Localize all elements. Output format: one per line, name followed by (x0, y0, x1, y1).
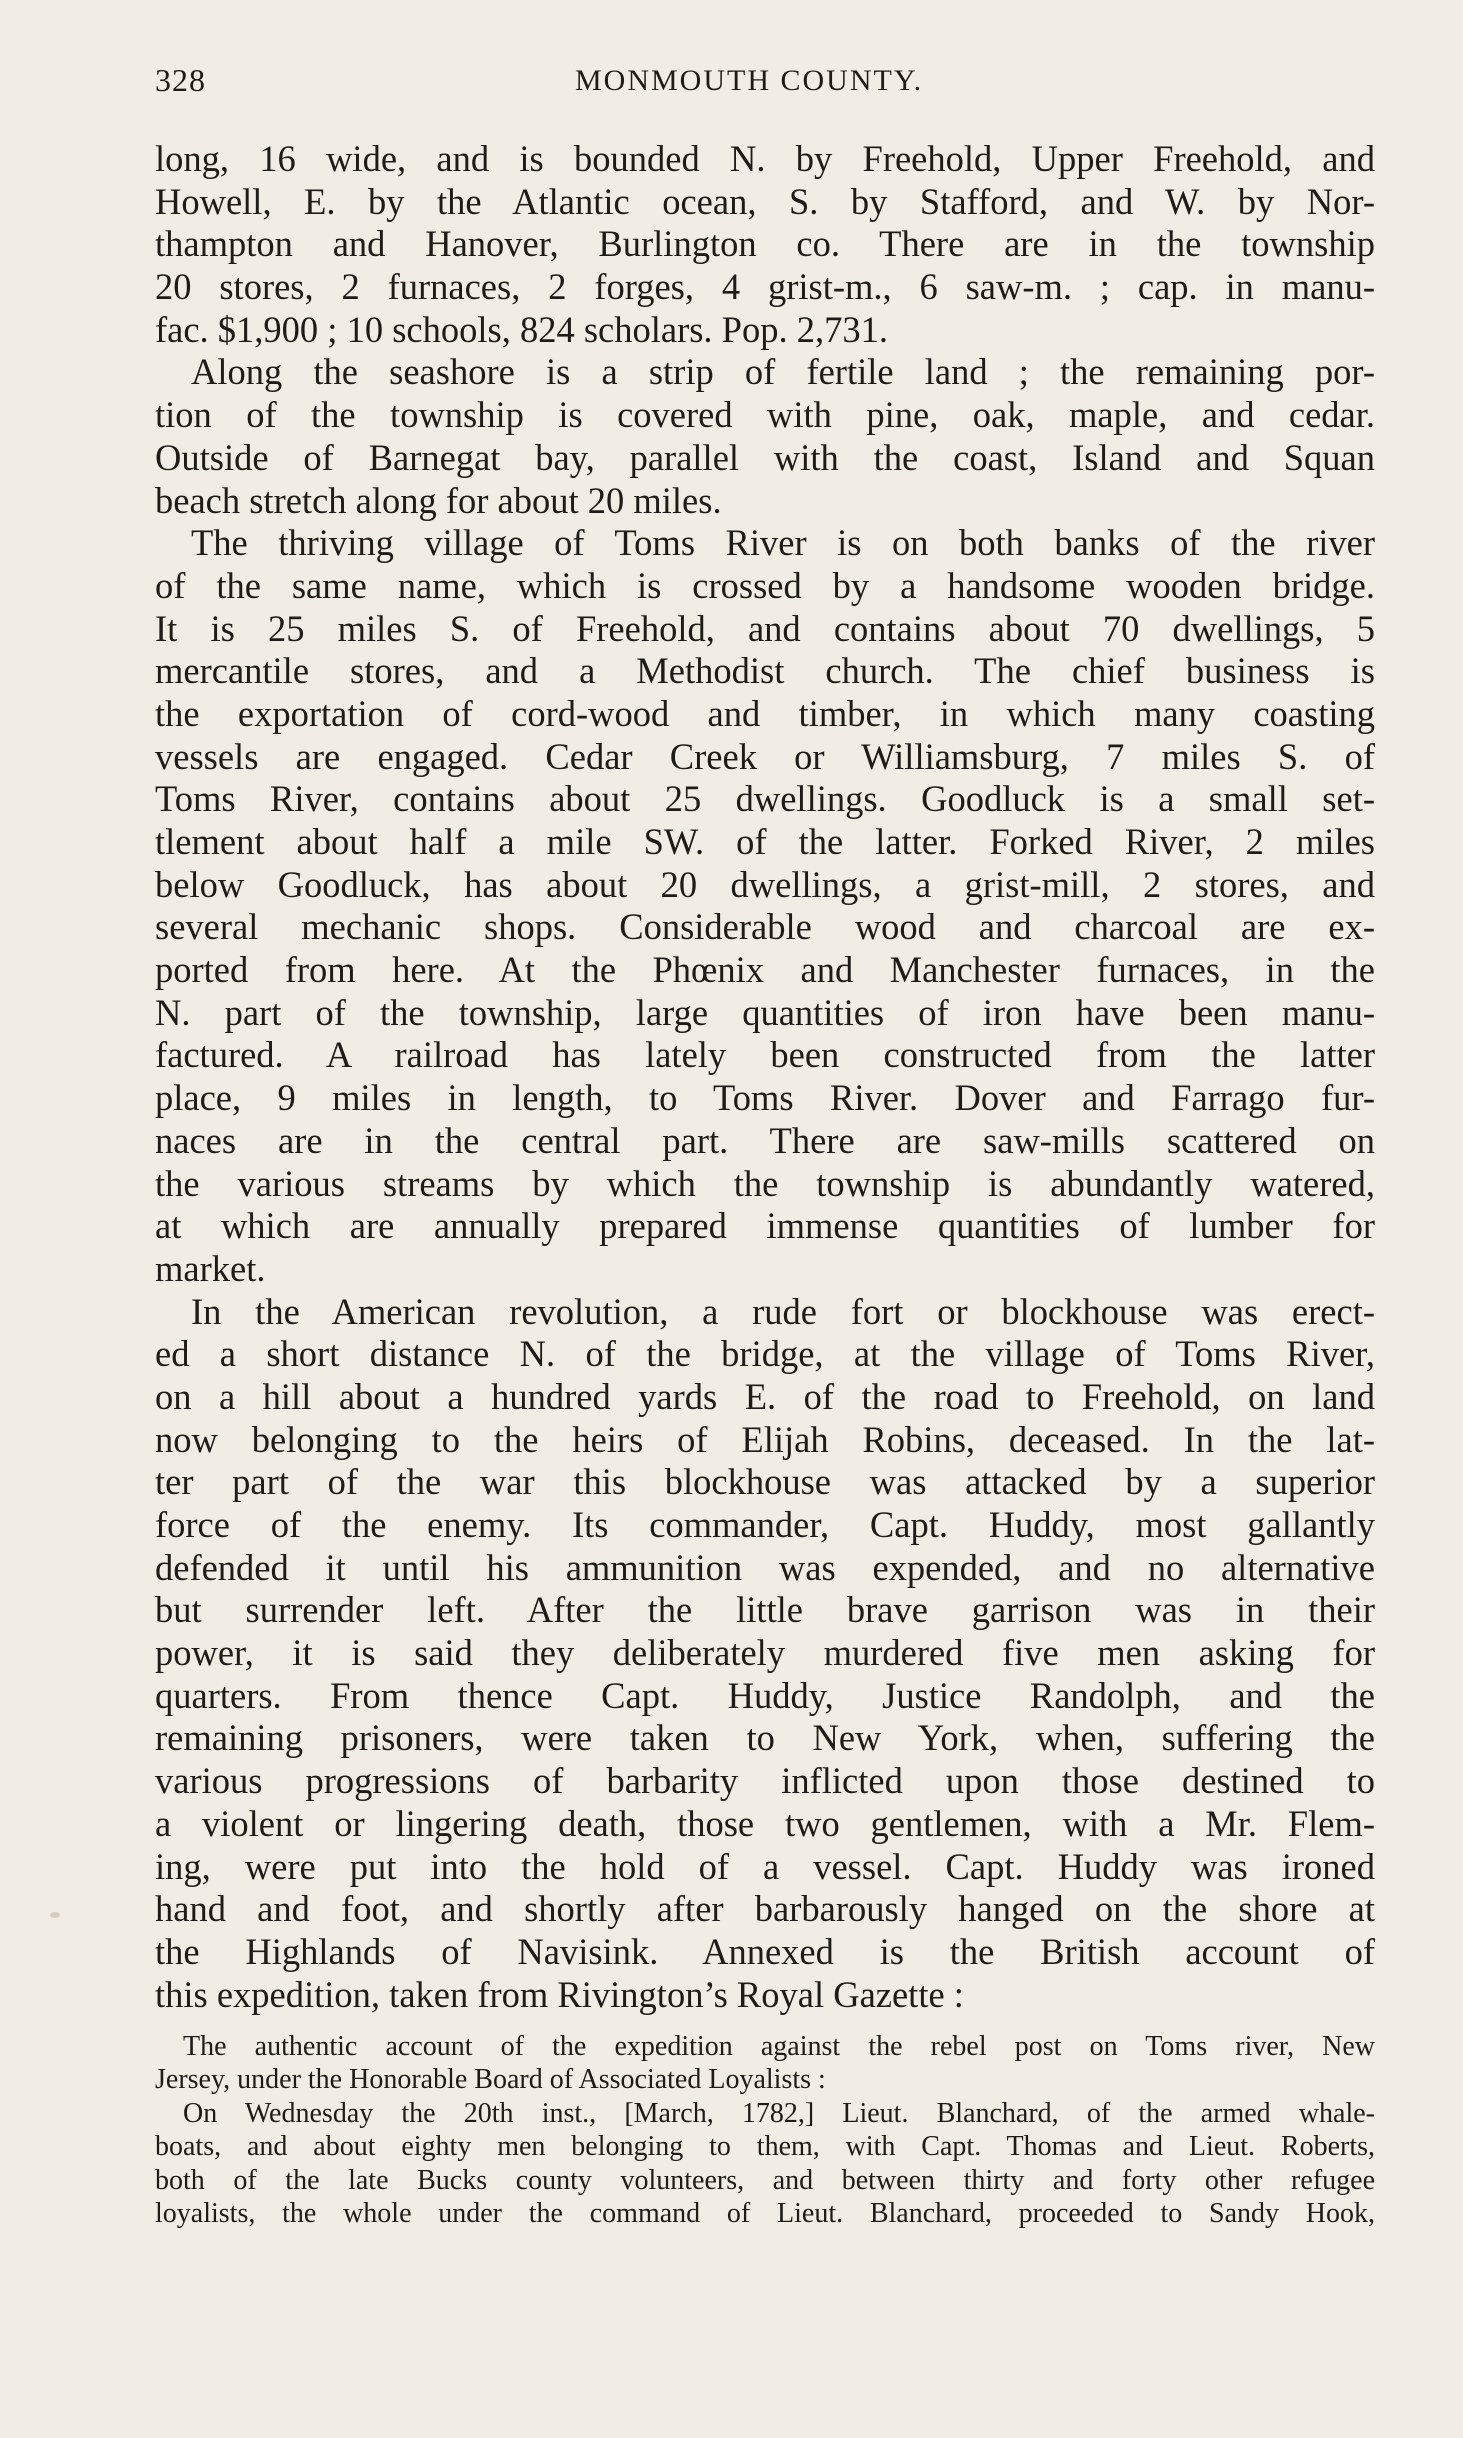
text-line: the Highlands of Navisink. Annexed is the British account of (155, 1930, 1375, 1972)
extract-line: boats, and about eighty men belonging to them, with Capt. Thomas and Lieut. Roberts, (155, 2131, 1375, 2163)
text-line: fac. $1,900 ; 10 schools, 824 scholars. Pop. 2,731. (155, 308, 888, 350)
text-line: now belonging to the heirs of Elijah Robins, deceased. In the lat- (155, 1418, 1375, 1460)
extract-line: The authentic account of the expedition against the rebel post on Toms river, New (183, 2031, 1375, 2062)
running-head (155, 62, 1375, 102)
text-line: place, 9 miles in length, to Toms River. Dover and Farrago fur- (155, 1077, 1375, 1119)
text-line: It is 25 miles S. of Freehold, and contains about 70 dwellings, 5 (155, 607, 1375, 649)
text-line: hand and foot, and shortly after barbarously hanged on the shore at (155, 1888, 1375, 1930)
text-line: 20 stores, 2 furnaces, 2 forges, 4 grist-m., 6 saw-m. ; cap. in manu- (155, 266, 1375, 308)
text-line: Outside of Barnegat bay, parallel with the coast, Island and Squan (155, 436, 1375, 478)
text-line: Along the seashore is a strip of fertile land ; the remaining por- (191, 351, 1375, 393)
text-line: beach stretch along for about 20 miles. (155, 479, 722, 521)
text-line: defended it until his ammunition was expended, and no alternative (155, 1546, 1375, 1588)
text-line: quarters. From thence Capt. Huddy, Justice Randolph, and the (155, 1674, 1375, 1716)
text-line: ter part of the war this blockhouse was attacked by a superior (155, 1461, 1375, 1503)
text-line: the various streams by which the township is abundantly watered, (155, 1162, 1375, 1204)
extract-line: Jersey, under the Honorable Board of Associated Loyalists : (155, 2064, 826, 2096)
text-line: thampton and Hanover, Burlington co. There are in the township (155, 223, 1375, 265)
text-line: various progressions of barbarity inflicted upon those destined to (155, 1760, 1375, 1802)
text-line: In the American revolution, a rude fort or blockhouse was erect- (191, 1290, 1375, 1332)
text-line: The thriving village of Toms River is on both banks of the river (191, 522, 1375, 564)
text-line: below Goodluck, has about 20 dwellings, a grist-mill, 2 stores, and (155, 863, 1375, 905)
extract-line: loyalists, the whole under the command of Lieut. Blanchard, proceeded to Sandy Hook, (155, 2197, 1375, 2229)
text-line: ing, were put into the hold of a vessel. Capt. Huddy was ironed (155, 1845, 1375, 1887)
text-line: N. part of the township, large quantities of iron have been manu- (155, 991, 1375, 1033)
text-line: several mechanic shops. Considerable wood and charcoal are ex- (155, 906, 1375, 948)
text-line: this expedition, taken from Rivington’s Royal Gazette : (155, 1973, 964, 2015)
quoted-extract (155, 2030, 1375, 2230)
text-line: Howell, E. by the Atlantic ocean, S. by Stafford, and W. by Nor- (155, 180, 1375, 222)
text-line: Toms River, contains about 25 dwellings. Goodluck is a small set- (155, 778, 1375, 820)
text-line: mercantile stores, and a Methodist church. The chief business is (155, 650, 1375, 692)
text-line: at which are annually prepared immense quantities of lumber for (155, 1205, 1375, 1247)
text-line: tlement about half a mile SW. of the latter. Forked River, 2 miles (155, 821, 1375, 862)
text-line: a violent or lingering death, those two gentlemen, with a Mr. Flem- (155, 1802, 1375, 1844)
text-line: power, it is said they deliberately murdered five men asking for (155, 1632, 1375, 1674)
text-line: on a hill about a hundred yards E. of the road to Freehold, on land (155, 1375, 1375, 1417)
extract-line: On Wednesday the 20th inst., [March, 1782,] Lieut. Blanchard, of the armed whale- (183, 2097, 1375, 2129)
text-line: ported from here. At the Phœnix and Manchester furnaces, in the (155, 949, 1375, 991)
text-line: ed a short distance N. of the bridge, at the village of Toms River, (155, 1333, 1375, 1375)
paper-speck (50, 1912, 60, 1918)
text-line: market. (155, 1247, 266, 1289)
text-line: of the same name, which is crossed by a handsome wooden bridge. (155, 564, 1375, 606)
running-title: MONMOUTH COUNTY. (575, 64, 924, 97)
text-line: but surrender left. After the little brave garrison was in their (155, 1589, 1375, 1631)
text-line: the exportation of cord-wood and timber, in which many coasting (155, 692, 1375, 734)
body-text (155, 138, 1375, 2016)
text-line: factured. A railroad has lately been constructed from the latter (155, 1034, 1375, 1076)
text-line: tion of the township is covered with pine, oak, maple, and cedar. (155, 394, 1375, 436)
text-line: force of the enemy. Its commander, Capt. Huddy, most gallantly (155, 1504, 1375, 1545)
text-line: vessels are engaged. Cedar Creek or Williamsburg, 7 miles S. of (155, 735, 1375, 777)
text-line: long, 16 wide, and is bounded N. by Freehold, Upper Freehold, and (155, 138, 1375, 179)
extract-line: both of the late Bucks county volunteers, and between thirty and forty other refugee (155, 2164, 1375, 2196)
text-line: naces are in the central part. There are saw-mills scattered on (155, 1119, 1375, 1161)
page-number: 328 (155, 62, 206, 98)
text-line: remaining prisoners, were taken to New York, when, suffering the (155, 1717, 1375, 1759)
